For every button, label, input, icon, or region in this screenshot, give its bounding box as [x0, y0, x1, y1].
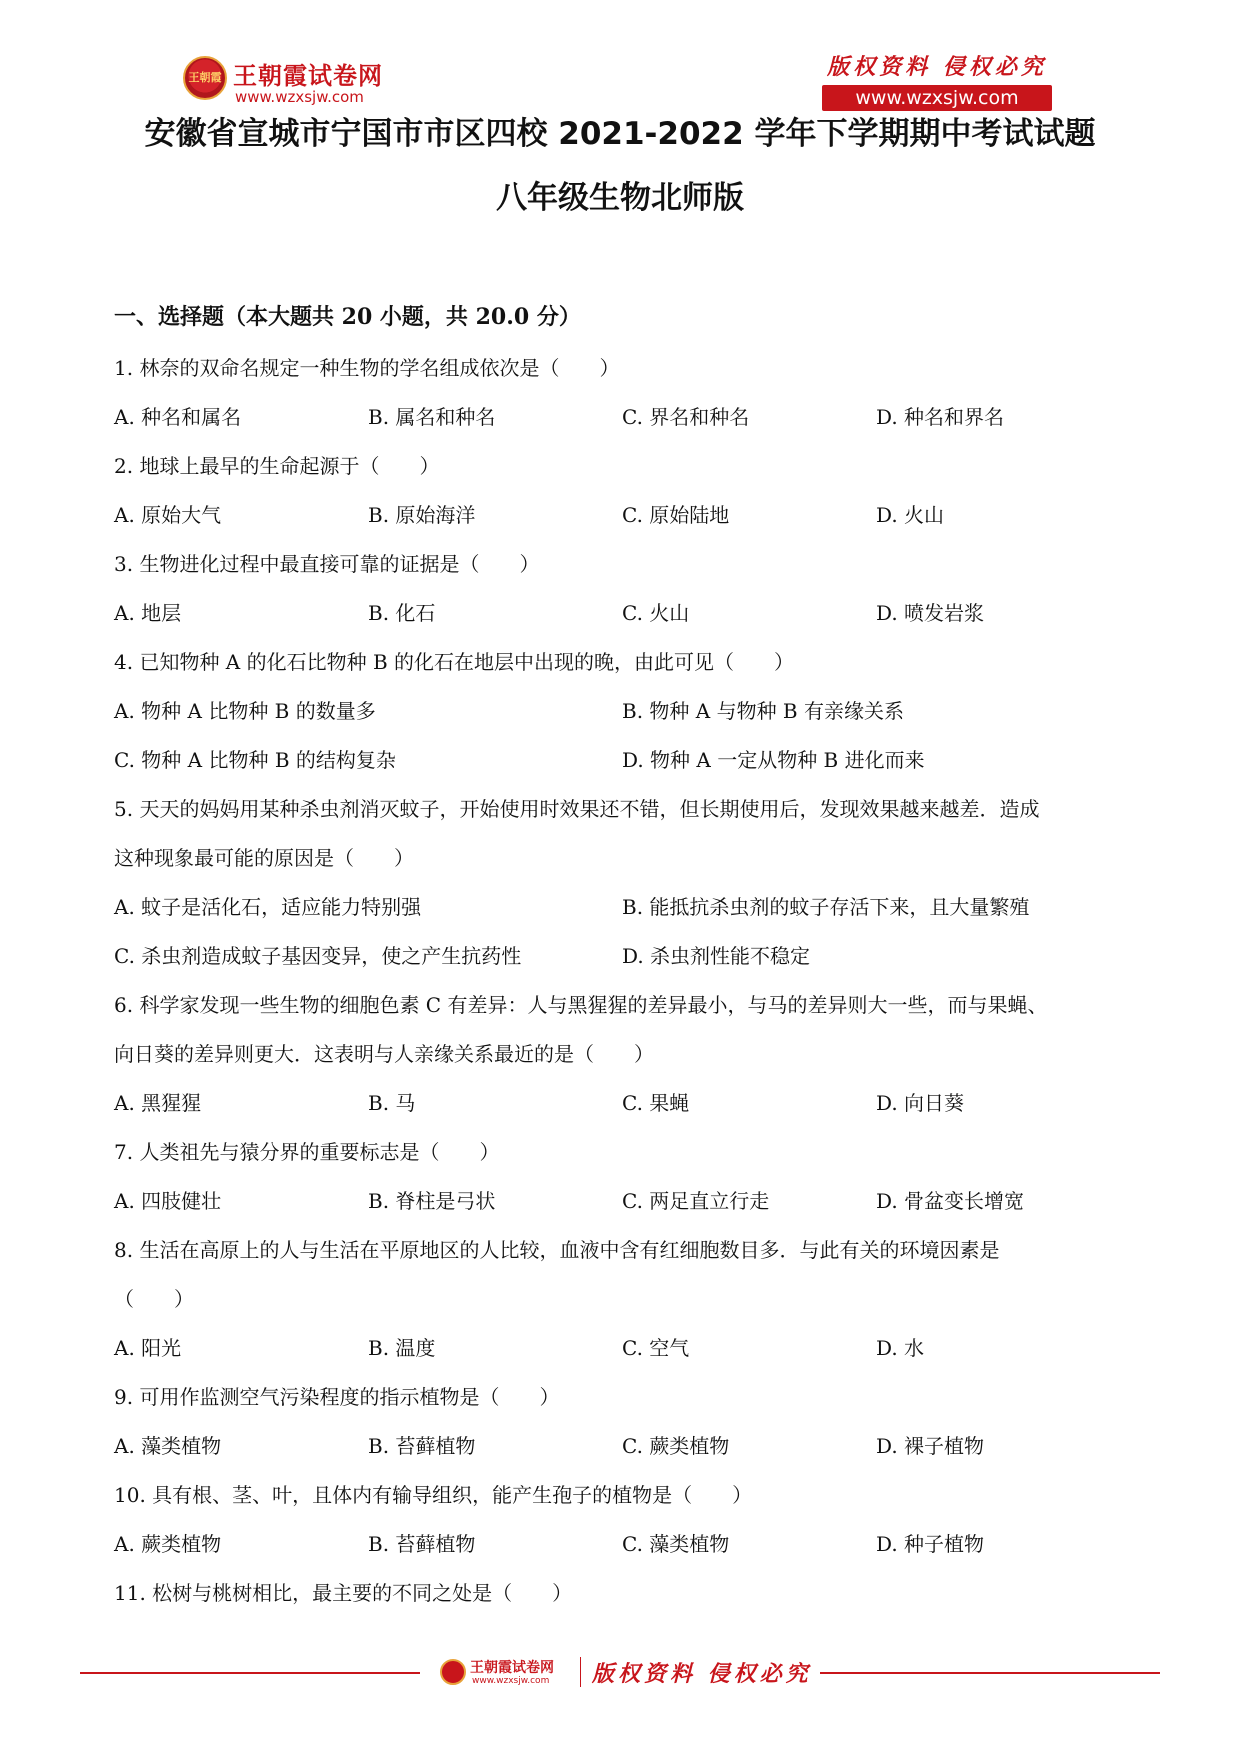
answer-option[interactable]: A. 蕨类植物 — [114, 1532, 222, 1556]
answer-option[interactable]: A. 藻类植物 — [114, 1434, 222, 1458]
answer-option[interactable]: B. 原始海洋 — [368, 503, 476, 527]
answer-option[interactable]: D. 裸子植物 — [876, 1434, 985, 1458]
answer-option[interactable]: A. 四肢健壮 — [114, 1189, 222, 1213]
answer-option[interactable]: B. 物种 A 与物种 B 有亲缘关系 — [622, 699, 904, 723]
answer-option[interactable]: B. 温度 — [368, 1336, 436, 1360]
answer-option[interactable]: A. 原始大气 — [114, 503, 222, 527]
question-stem: 1. 林奈的双命名规定一种生物的学名组成依次是（ ） — [114, 356, 620, 380]
exam-title: 安徽省宣城市宁国市市区四校 2021-2022 学年下学期期中考试试题 — [144, 116, 1096, 152]
answer-option[interactable]: B. 脊柱是弓状 — [368, 1189, 496, 1213]
question-stem: 4. 已知物种 A 的化石比物种 B 的化石在地层中出现的晚，由此可见（ ） — [114, 650, 795, 674]
answer-option[interactable]: A. 阳光 — [114, 1336, 182, 1360]
page-header — [0, 0, 1240, 120]
answer-option[interactable]: D. 喷发岩浆 — [876, 601, 985, 625]
logo-name: 王朝霞试卷网 — [233, 62, 383, 90]
answer-option[interactable]: B. 化石 — [368, 601, 436, 625]
question-stem: 6. 科学家发现一些生物的细胞色素 C 有差异：人与黑猩猩的差异最小，与马的差异则大一些，而与果蝇、 — [114, 993, 1048, 1017]
answer-option[interactable]: C. 果蝇 — [622, 1091, 690, 1115]
question-stem: 5. 天天的妈妈用某种杀虫剂消灭蚊子，开始使用时效果还不错，但长期使用后，发现效果越来越差．造成 — [114, 797, 1040, 821]
exam-subtitle: 八年级生物北师版 — [496, 180, 744, 216]
answer-option[interactable]: A. 物种 A 比物种 B 的数量多 — [114, 699, 376, 723]
answer-option[interactable]: C. 藻类植物 — [622, 1532, 730, 1556]
question-stem: 8. 生活在高原上的人与生活在平原地区的人比较，血液中含有红细胞数目多．与此有关的环境因素是 — [114, 1238, 1000, 1262]
question-stem: 10. 具有根、茎、叶，且体内有输导组织，能产生孢子的植物是（ ） — [114, 1483, 753, 1507]
answer-option[interactable]: C. 火山 — [622, 601, 690, 625]
answer-option[interactable]: A. 种名和属名 — [114, 405, 242, 429]
footer-copyright: 版权资料 侵权必究 — [592, 1661, 812, 1687]
logo-seal-icon: 王朝霞 — [183, 56, 227, 100]
question-stem: 向日葵的差异则更大．这表明与人亲缘关系最近的是（ ） — [114, 1042, 654, 1066]
answer-option[interactable]: A. 地层 — [114, 601, 182, 625]
answer-option[interactable]: C. 物种 A 比物种 B 的结构复杂 — [114, 748, 396, 772]
site-logo[interactable] — [183, 56, 443, 108]
footer-rule-left — [80, 1672, 420, 1674]
page-footer — [0, 1645, 1240, 1695]
footer-logo-url: www.wzxsjw.com — [472, 1676, 550, 1686]
answer-option[interactable]: A. 蚊子是活化石，适应能力特别强 — [114, 895, 422, 919]
answer-option[interactable]: D. 水 — [876, 1336, 925, 1360]
logo-url[interactable]: www.wzxsjw.com — [235, 88, 364, 106]
answer-option[interactable]: B. 能抵抗杀虫剂的蚊子存活下来，且大量繁殖 — [622, 895, 1030, 919]
answer-option[interactable]: C. 原始陆地 — [622, 503, 730, 527]
footer-logo-name: 王朝霞试卷网 — [470, 1660, 554, 1676]
question-stem: （ ） — [114, 1287, 194, 1311]
answer-option[interactable]: D. 火山 — [876, 503, 945, 527]
footer-logo[interactable] — [440, 1655, 580, 1691]
answer-option[interactable]: D. 向日葵 — [876, 1091, 965, 1115]
answer-option[interactable]: C. 杀虫剂造成蚊子基因变异，使之产生抗药性 — [114, 944, 522, 968]
answer-option[interactable]: D. 杀虫剂性能不稳定 — [622, 944, 811, 968]
answer-option[interactable]: C. 空气 — [622, 1336, 690, 1360]
answer-option[interactable]: D. 骨盆变长增宽 — [876, 1189, 1025, 1213]
answer-option[interactable]: B. 苔藓植物 — [368, 1532, 476, 1556]
answer-option[interactable]: C. 蕨类植物 — [622, 1434, 730, 1458]
copyright-notice — [822, 50, 1052, 111]
answer-option[interactable]: B. 马 — [368, 1091, 416, 1115]
question-stem: 3. 生物进化过程中最直接可靠的证据是（ ） — [114, 552, 540, 576]
answer-option[interactable]: D. 物种 A 一定从物种 B 进化而来 — [622, 748, 925, 772]
question-stem: 2. 地球上最早的生命起源于（ ） — [114, 454, 440, 478]
answer-option[interactable]: B. 属名和种名 — [368, 405, 496, 429]
answer-option[interactable]: C. 两足直立行走 — [622, 1189, 770, 1213]
answer-option[interactable]: D. 种子植物 — [876, 1532, 985, 1556]
footer-seal-icon — [440, 1659, 466, 1685]
footer-divider — [580, 1657, 581, 1687]
answer-option[interactable]: C. 界名和种名 — [622, 405, 750, 429]
footer-rule-right — [820, 1672, 1160, 1674]
copyright-url[interactable]: www.wzxsjw.com — [822, 85, 1052, 111]
answer-option[interactable]: A. 黑猩猩 — [114, 1091, 202, 1115]
question-stem: 7. 人类祖先与猿分界的重要标志是（ ） — [114, 1140, 500, 1164]
answer-option[interactable]: D. 种名和界名 — [876, 405, 1005, 429]
question-stem: 这种现象最可能的原因是（ ） — [114, 846, 414, 870]
answer-option[interactable]: B. 苔藓植物 — [368, 1434, 476, 1458]
question-stem: 9. 可用作监测空气污染程度的指示植物是（ ） — [114, 1385, 560, 1409]
copyright-text: 版权资料 侵权必究 — [827, 54, 1047, 80]
question-stem: 11. 松树与桃树相比，最主要的不同之处是（ ） — [114, 1581, 573, 1605]
section-heading: 一、选择题（本大题共 20 小题，共 20.0 分） — [114, 304, 581, 330]
